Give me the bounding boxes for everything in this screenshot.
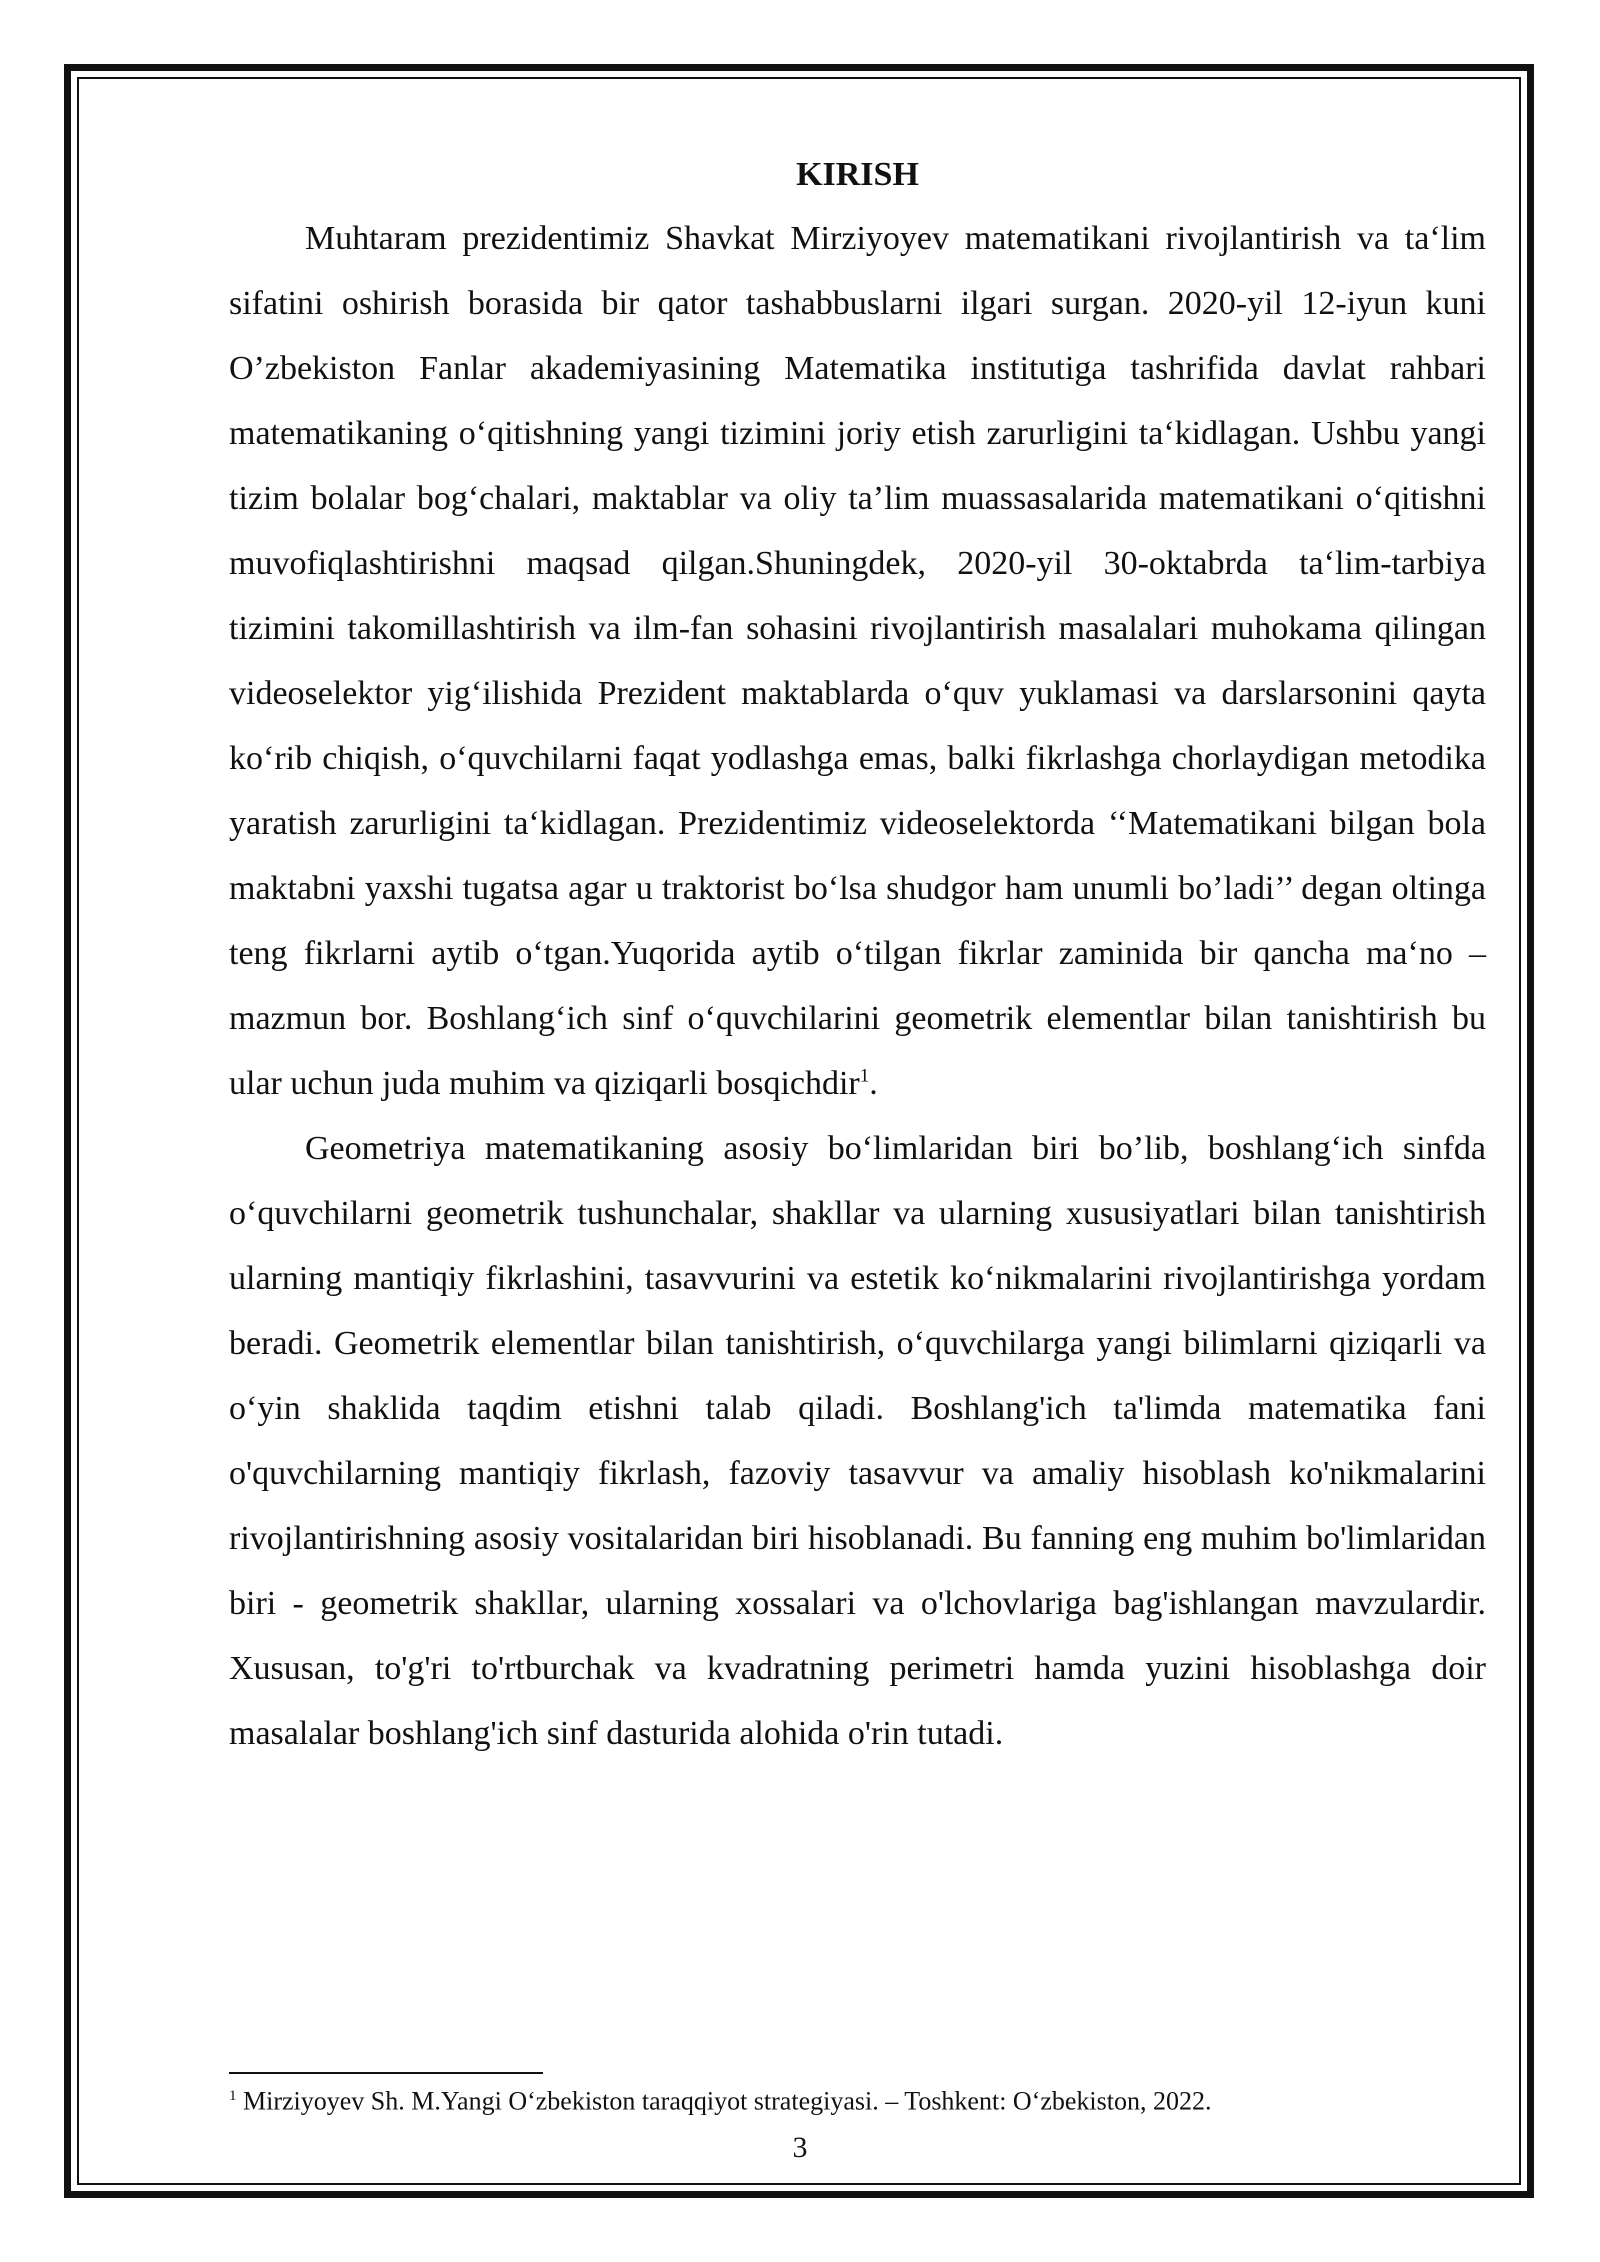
footnote-separator [229, 2072, 543, 2074]
paragraph-intro-text: Muhtaram prezidentimiz Shavkat Mirziyoyev matematikani rivojlantirish va ta‘lim sifatini oshirish borasida bir qator tashabbuslarni ilgari surgan. 2020-yil 12-iyun kuni O’zbekiston Fanlar akademiyasining Matematika institutiga tashrifida davlat rahbari matematikaning o‘qitishning yangi tizimini joriy etish zarurligini ta‘kidlagan. Ushbu yangi tizim bolalar bog‘chalari, maktablar va oliy ta’lim muassasalarida matematikani o‘qitishni muvofiqlashtirishni maqsad qilgan.Shuningdek, 2020-yil 30-oktabrda ta‘lim-tarbiya tizimini takomillashtirish va ilm-fan sohasini rivojlantirish masalalari muhokama qilingan videoselektor yig‘ilishida Prezident maktablarda o‘quv yuklamasi va darslarsonini qayta ko‘rib chiqish, o‘quvchilarni faqat yodlashga emas, balki fikrlashga chorlaydigan metodika yaratish zarurligini ta‘kidlagan. Prezidentimiz videoselektorda ‘‘Matematikani bilgan bola maktabni yaxshi tugatsa agar u traktorist bo‘lsa shudgor ham unumli bo’ladi’’ degan oltinga teng fikrlarni aytib o‘tgan.Yuqorida aytib o‘tilgan fikrlar zaminida bir qancha ma‘no –mazmun bor. Boshlang‘ich sinf o‘quvchilarini geometrik elementlar bilan tanishtirish bu ular uchun juda muhim va qiziqarli bosqichdir [229, 220, 1486, 1102]
footnote-text: Mirziyoyev Sh. M.Yangi O‘zbekiston taraqqiyot strategiyasi. – Toshkent: O‘zbekiston, 2022. [236, 2086, 1212, 2116]
footnote-reference[interactable]: 1 [859, 1065, 870, 1087]
paragraph-intro [229, 206, 1486, 1116]
section-title: KIRISH [796, 156, 919, 193]
footnote-marker: 1 [229, 2088, 237, 2104]
page-number: 3 [792, 2131, 808, 2164]
paragraph-intro-end: . [869, 1065, 878, 1102]
footnote [229, 2078, 1486, 2120]
paragraph-geometry: Geometriya matematikaning asosiy bo‘limlaridan biri bo’lib, boshlang‘ich sinfda o‘quvchilarni geometrik tushunchalar, shakllar va ularning xususiyatlari bilan tanishtirish ularning mantiqiy fikrlashini, tasavvurini va estetik ko‘nikmalarini rivojlantirishga yordam beradi. Geometrik elementlar bilan tanishtirish, o‘quvchilarga yangi bilimlarni qiziqarli va o‘yin shaklida taqdim etishni talab qiladi. Boshlang'ich ta'limda matematika fani o'quvchilarning mantiqiy fikrlash, fazoviy tasavvur va amaliy hisoblash ko'nikmalarini rivojlantirishning asosiy vositalaridan biri hisoblanadi. Bu fanning eng muhim bo'limlaridan biri - geometrik shakllar, ularning xossalari va o'lchovlariga bag'ishlangan mavzulardir. Xususan, to'g'ri to'rtburchak va kvadratning perimetri hamda yuzini hisoblashga doir masalalar boshlang'ich sinf dasturida alohida o'rin tutadi. [229, 1130, 1486, 1752]
document-body [229, 148, 1486, 1766]
